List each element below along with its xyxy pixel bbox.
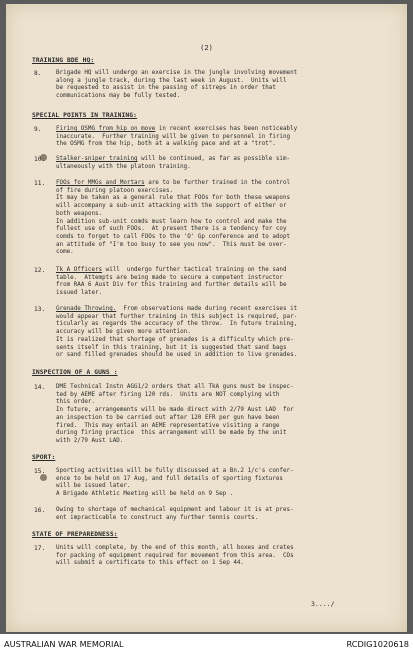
text-line [56,306,374,314]
text-line: come. [56,249,74,256]
archive-footer [0,634,413,653]
text-line: fired. This may entail an AEME representative visiting a range [56,422,280,429]
text-line: issued later. [56,290,103,297]
document-page [6,4,407,632]
text-run: will be continued, as far as possible sim- [137,156,291,162]
text-line: table. Attempts are being made to secure a competent instructor [56,274,283,281]
paragraph [34,70,374,101]
paragraph [34,180,374,257]
paragraph-number: 16. [34,507,46,514]
text-line [56,156,374,164]
paragraph [34,384,374,446]
section-heading: SPECIAL POINTS IN TRAINING: [32,112,138,119]
paragraph-number: 12. [34,267,46,274]
text-line: DME Technical Instn AGG1/2 orders that all TkA guns must be inspec- [56,384,294,390]
text-run: are to be further trained in the control [144,180,291,186]
text-line: accuracy will be given more attention. [56,329,191,336]
text-line: Brigade HQ will undergo an exercise in the jungle involving movement [56,70,298,76]
text-line: from RAA 6 Aust Div for this training and further details will be [56,282,287,289]
topic-lead: Tk A Officers [56,267,103,273]
paragraph [34,306,374,360]
topic-lead: Stalker-sniper training [56,156,138,162]
text-line: ent impracticable to construct any further tennis courts. [56,514,259,521]
text-line: both weapons. [56,210,103,217]
text-line: A Brigade Athletic Meeting will be held on 9 Sep . [56,491,234,498]
text-line: ultaneously with the platoon training. [56,163,191,170]
topic-lead: Grenade Throwing. [56,306,117,312]
text-line: It may be taken as a general rule that FOOs for both these weapons [56,195,291,202]
text-line: communications may be fully tested. [56,93,181,100]
text-line: during firing practice this arrangement will be made by the unit [56,430,287,437]
text-run: From observations made during recent exercises it [116,306,298,312]
text-line: Owing to shortage of mechanical equipment and labour it is at pres- [56,507,294,513]
text-line: In future, arrangements will be made direct with 2/79 Aust LAD for [56,407,294,414]
text-line: or sand filled grenades should be used in addition to live grenades. [56,352,298,359]
paragraph-number: 17. [34,545,46,552]
archive-name: AUSTRALIAN WAR MEMORIAL [4,639,124,649]
section-heading: STATE OF PREPAREDNESS: [32,531,118,538]
text-line: with 2/79 Aust LAD. [56,437,124,444]
text-line: of fire during platoon exercises. [56,187,174,194]
paragraph [34,545,374,568]
text-line: this order. [56,399,96,406]
text-run: in recent exercises has been noticeably [155,126,298,132]
text-line [56,126,374,134]
section-heading: INSPECTION OF A GUNS : [32,369,118,376]
text-line [56,267,374,275]
text-line: ticularly as regards the accuracy of the throw. In future training, [56,321,298,328]
paragraph-number: 11. [34,180,46,187]
archive-reference: RCDIG1020618 [346,639,409,649]
text-line: will accompany a sub-unit attacking with the support of either or [56,203,287,210]
text-line: along a jungle track, during the last week in August. Units will [56,77,287,84]
text-line: ted by AEME after firing 120 rds. Units are NOT complying with [56,391,280,398]
text-line: would appear that further training in this subject is required, par- [56,313,298,320]
page-continuation: 3..../ [311,600,335,608]
text-line: the OSMG from the hip, both at a walking pace and at a "trot". [56,141,276,148]
text-line: will be issued later. [56,483,131,490]
paragraph [34,267,374,298]
text-line: an inspection to be carried out after 120 EFR per gun have been [56,414,280,421]
paragraph [34,507,374,522]
paragraph-number: 8. [34,70,42,77]
paragraph [34,126,374,149]
text-line: fullest use of such FOOs. At present there is a tendency for coy [56,226,287,233]
section-heading: TRAINING BDE HQ: [32,57,95,64]
text-line: In addition sub-unit comds must learn how to control and make the [56,218,287,225]
topic-lead: FOOs for MMGs and Mortars [56,180,145,186]
text-line [56,180,374,188]
page-number: (2) [200,44,213,52]
paragraph [34,468,374,499]
text-line: be requested to assist in the passing of sitreps in order that [56,85,276,92]
text-line: an attitude of "I'm too busy to see you now". This must be over- [56,241,287,248]
paragraph-number: 10. [34,156,46,163]
text-line: It is realized that shortage of grenades is a difficulty which pre- [56,336,294,343]
paragraph-number: 9. [34,126,42,133]
text-line: Sporting activities will be fully discussed at a Bn.2 1/c's confer- [56,468,294,474]
paragraph [34,156,374,171]
text-line: sents itself in this training, but it is suggested that sand bags [56,344,287,351]
text-line: ence to be held on 17 Aug, and full details of sporting fixtures [56,475,283,482]
paragraph-number: 14. [34,384,46,391]
text-line: will submit a certificate to this effect on 1 Sep 44. [56,560,244,567]
text-line: for packing of equipment required for movement from this area. COs [56,552,294,559]
text-line: inaccurate. Further training will be given to personnel in firing [56,133,291,140]
text-run: will undergo further tactical training on the sand [102,267,287,273]
paragraph-number: 13. [34,306,46,313]
text-line: Units will complete, by the end of this month, all boxes and crates [56,545,294,551]
topic-lead: Firing OSMG from hip on move [56,126,156,132]
section-heading: SPORT: [32,454,56,461]
paragraph-number: 15. [34,468,46,475]
text-line: comds to forget to call FOOs to the 'O' Gp conference and to adopt [56,233,291,240]
